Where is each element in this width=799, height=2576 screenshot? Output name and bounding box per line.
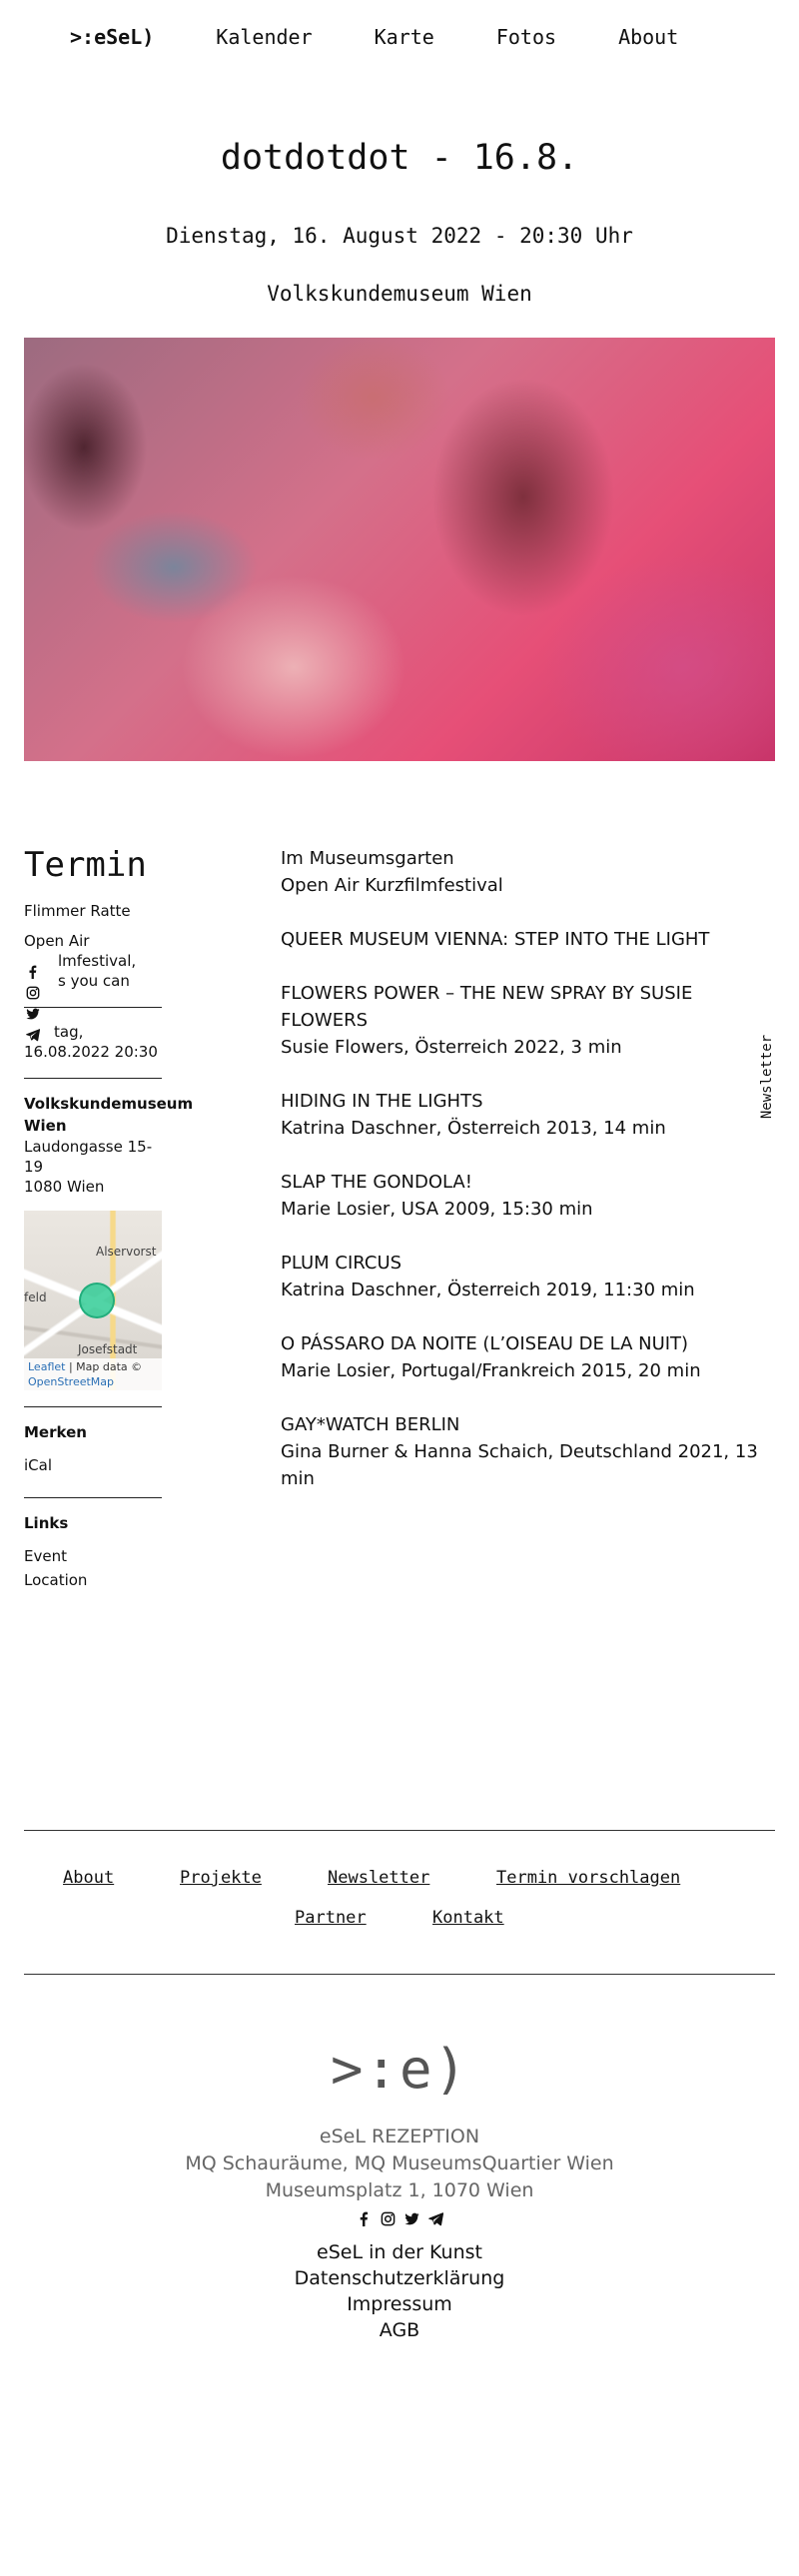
venue-street: Laudongasse 15-19: [24, 1138, 153, 1176]
film-info: Gina Burner & Hanna Schaich, Deutschland 2021, 13 min: [281, 1441, 758, 1489]
location-map[interactable]: [24, 1211, 162, 1390]
share-icons: [24, 965, 42, 1042]
sidebar-heading: Termin: [24, 845, 147, 885]
footer-link-partner[interactable]: Partner: [295, 1908, 367, 1928]
site-logo[interactable]: >:eSeL): [70, 25, 155, 49]
film-entry: [281, 980, 760, 1061]
hero-image: [24, 338, 775, 761]
twitter-icon[interactable]: [26, 1007, 40, 1021]
venue-city: 1080 Wien: [24, 1178, 105, 1196]
facebook-icon[interactable]: [357, 2211, 372, 2226]
footer-link-newsletter[interactable]: Newsletter: [328, 1868, 430, 1888]
footer-link-agb[interactable]: AGB: [379, 2319, 420, 2341]
top-nav: [70, 24, 729, 50]
footer-legal-links: [0, 2239, 799, 2343]
footer-location: MQ Schauräume, MQ MuseumsQuartier Wien: [185, 2152, 614, 2174]
instagram-icon[interactable]: [26, 986, 40, 1000]
event-category: Flimmer Ratte: [24, 902, 131, 920]
map-label: Alservorst: [96, 1245, 157, 1259]
event-date: Dienstag, 16. August 2022 - 20:30 Uhr: [166, 224, 633, 248]
sidebar-divider: [24, 1078, 162, 1079]
ical-link[interactable]: iCal: [24, 1456, 53, 1474]
twitter-icon[interactable]: [404, 2211, 419, 2226]
event-link[interactable]: Event: [24, 1547, 67, 1565]
event-when: tag,: [54, 1023, 84, 1041]
map-attribution-text: | Map data ©: [65, 1360, 143, 1373]
footer-link-about[interactable]: About: [63, 1868, 115, 1888]
venue-name: Volkskundemuseum Wien: [24, 1095, 194, 1135]
film-title: GAY*WATCH BERLIN: [281, 1414, 460, 1435]
map-pin-icon[interactable]: [79, 1283, 115, 1318]
event-venue: Volkskundemuseum Wien: [267, 282, 532, 306]
map-label: feld: [24, 1290, 47, 1304]
footer-link-esel-in-der-kunst[interactable]: eSeL in der Kunst: [317, 2241, 482, 2263]
footer-divider-top: [24, 1830, 775, 1831]
event-program: [281, 845, 760, 1492]
film-title: O PÁSSARO DA NOITE (L’OISEAU DE LA NUIT): [281, 1333, 689, 1354]
footer-link-datenschutz[interactable]: Datenschutzerklärung: [294, 2267, 505, 2289]
instagram-icon[interactable]: [381, 2211, 396, 2226]
map-label: Josefstadt: [78, 1342, 138, 1356]
program-intro-line: Im Museumsgarten: [281, 848, 454, 869]
program-intro: [281, 845, 760, 899]
footer-social-icons: [0, 2211, 799, 2226]
film-entry: [281, 1088, 760, 1142]
save-heading: Merken: [24, 1423, 87, 1441]
map-attribution: [24, 1358, 162, 1390]
program-header: QUEER MUSEUM VIENNA: STEP INTO THE LIGHT: [281, 929, 710, 950]
film-title: FLOWERS POWER – THE NEW SPRAY BY SUSIE FLOWERS: [281, 983, 693, 1031]
film-entry: [281, 1169, 760, 1223]
film-title: PLUM CIRCUS: [281, 1253, 402, 1274]
links-heading: Links: [24, 1514, 69, 1532]
film-entry: [281, 1411, 760, 1492]
newsletter-tab-label: Newsletter: [759, 1034, 776, 1120]
nav-item-kalender[interactable]: Kalender: [216, 25, 313, 49]
location-link[interactable]: Location: [24, 1571, 88, 1589]
film-info: Susie Flowers, Österreich 2022, 3 min: [281, 1037, 622, 1058]
event-description: [24, 931, 162, 991]
footer-link-kontakt[interactable]: Kontakt: [432, 1908, 504, 1928]
telegram-icon[interactable]: [26, 1028, 40, 1042]
film-info: Katrina Daschner, Österreich 2019, 11:30 min: [281, 1280, 695, 1300]
nav-item-karte[interactable]: Karte: [374, 25, 434, 49]
film-entry: [281, 1330, 760, 1384]
telegram-icon[interactable]: [428, 2211, 443, 2226]
event-description-line: s you can: [58, 972, 130, 990]
footer-address: [0, 2124, 799, 2204]
footer-street: Museumsplatz 1, 1070 Wien: [265, 2179, 534, 2201]
page-title: dotdotdot - 16.8.: [220, 138, 579, 178]
footer-org: eSeL REZEPTION: [319, 2126, 480, 2147]
sidebar-divider: [24, 1007, 162, 1008]
film-info: Marie Losier, Portugal/Frankreich 2015, 20 min: [281, 1360, 701, 1381]
film-info: Katrina Daschner, Österreich 2013, 14 min: [281, 1118, 666, 1139]
event-when-datetime: 16.08.2022 20:30: [24, 1043, 158, 1061]
sidebar-divider: [24, 1497, 162, 1498]
footer-logo[interactable]: >:e): [330, 2038, 469, 2101]
footer-divider-bottom: [24, 1974, 775, 1975]
program-intro-line: Open Air Kurzfilmfestival: [281, 875, 503, 896]
openstreetmap-link[interactable]: OpenStreetMap: [28, 1375, 115, 1388]
sidebar-divider: [24, 1406, 162, 1407]
nav-item-fotos[interactable]: Fotos: [495, 25, 557, 49]
event-description-line: Open Air: [24, 932, 90, 950]
footer-link-impressum[interactable]: Impressum: [347, 2293, 452, 2315]
event-description-line: lmfestival,: [58, 952, 137, 970]
film-title: HIDING IN THE LIGHTS: [281, 1091, 483, 1112]
film-title: SLAP THE GONDOLA!: [281, 1172, 472, 1193]
event-sidebar: [24, 845, 194, 1592]
leaflet-link[interactable]: Leaflet: [28, 1360, 66, 1373]
film-info: Marie Losier, USA 2009, 15:30 min: [281, 1199, 593, 1220]
facebook-icon[interactable]: [26, 965, 40, 979]
footer-link-projekte[interactable]: Projekte: [180, 1868, 262, 1888]
film-entry: [281, 1250, 760, 1303]
footer-link-termin-vorschlagen[interactable]: Termin vorschlagen: [496, 1868, 681, 1888]
newsletter-tab[interactable]: [755, 1027, 779, 1127]
nav-item-about[interactable]: About: [618, 25, 679, 49]
